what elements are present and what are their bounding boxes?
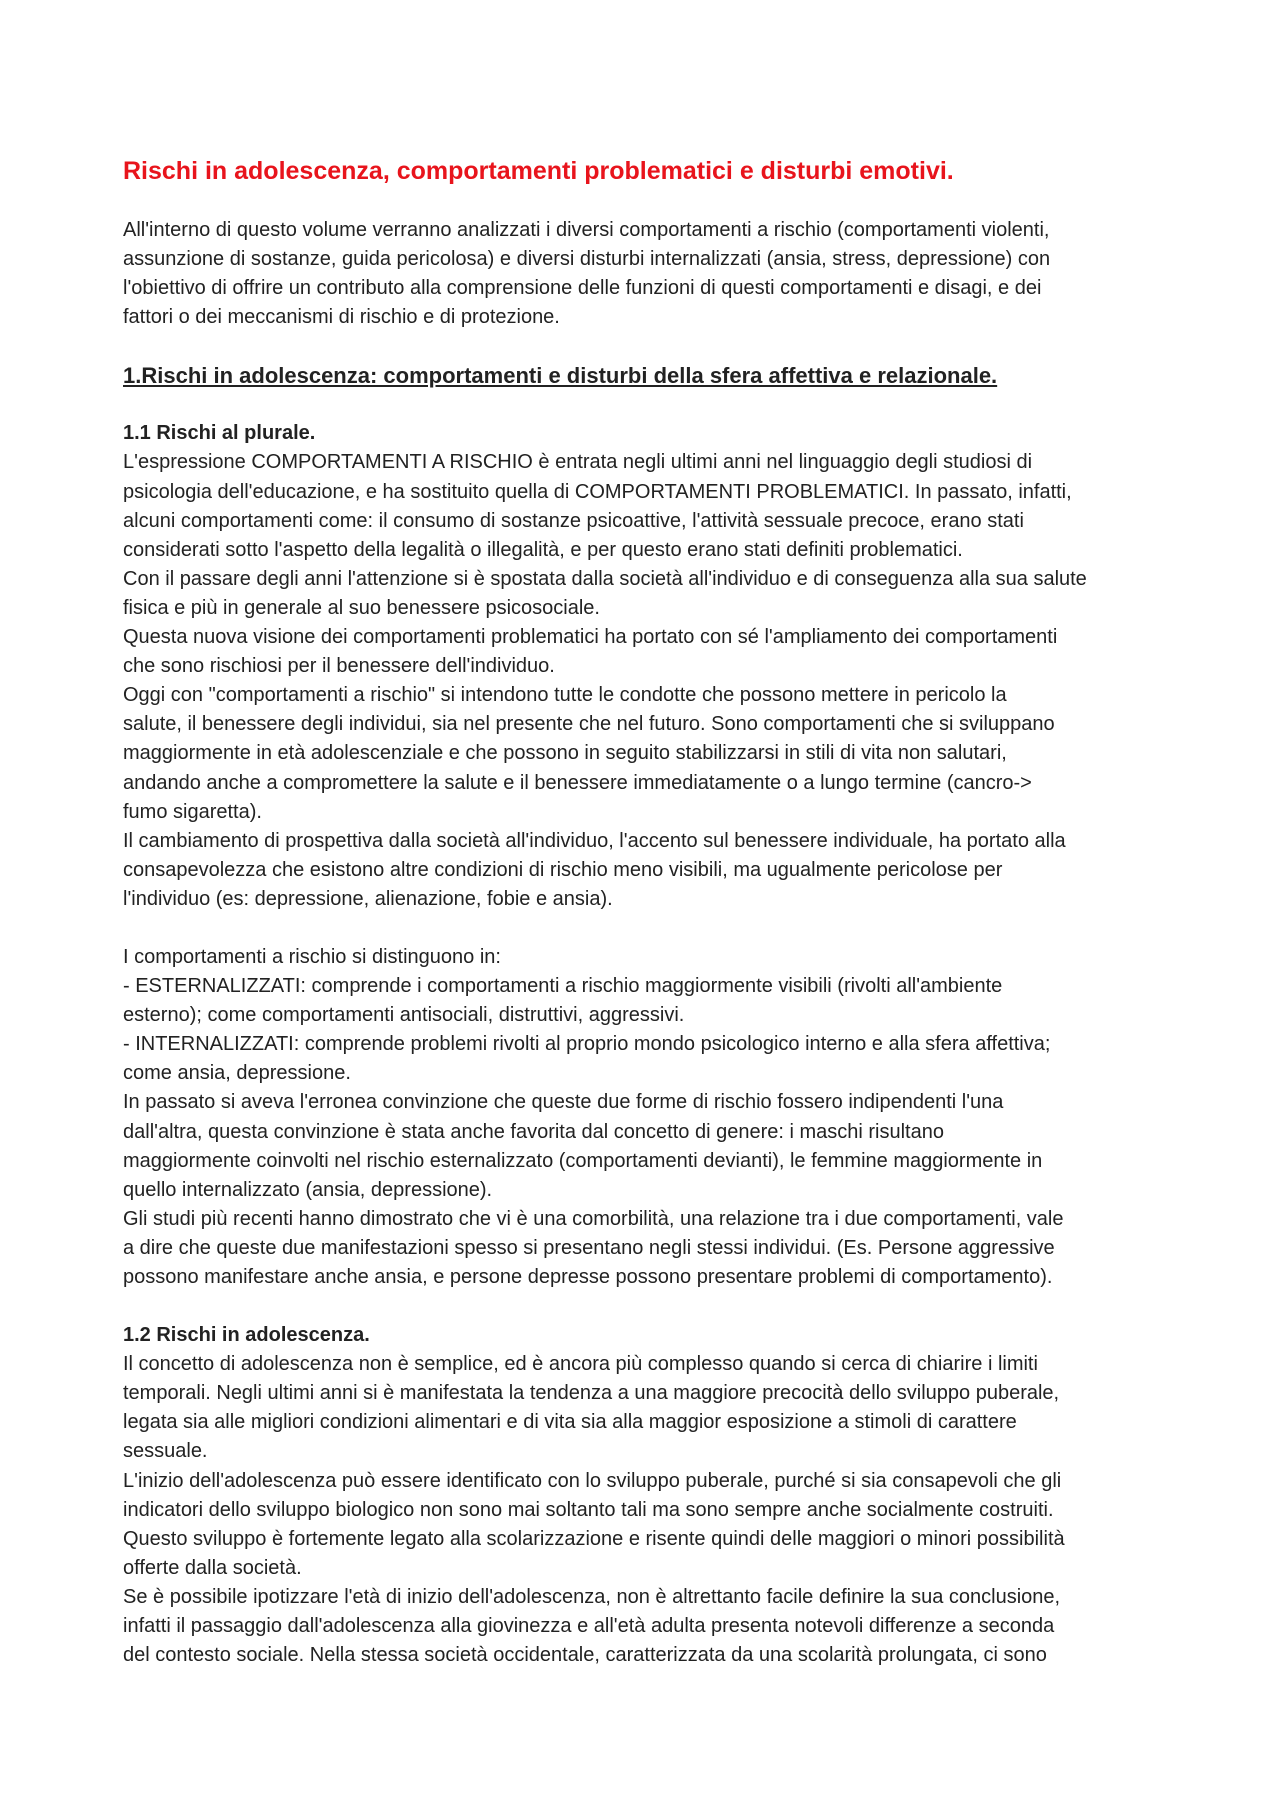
intro-paragraph: All'interno di questo volume verranno analizzati i diversi comportamenti a rischio (comportamenti violenti, assunzione di sostanze, guida pericolosa) e diversi disturbi internalizzati (ansia, stress, depressione) con l'obiettivo di offrire un contributo alla comprensione delle funzioni di questi comportamenti e disagi, e dei fattori o dei meccanismi di rischio e di protezione.	[123, 219, 1051, 329]
paragraph-spacer	[123, 914, 1166, 943]
body-paragraph: I comportamenti a rischio si distinguono in: - ESTERNALIZZATI: comprende i comportamenti a rischio maggiormente visibili (rivolti all'ambiente esterno); come comportamenti antisociali, distruttivi, aggressivi. - INTERNALIZZATI: comprende problemi rivolti al proprio mondo psicologico interno e alla sfera affettiva; come ansia, depressione. In passato si aveva l'erronea convinzione che queste due forme di rischio fossero indipendenti l'una dall'altra, questa convinzione è stata anche favorita dal concetto di genere: i maschi risultano maggiormente coinvolti nel rischio esternalizzato (comportamenti devianti), le femmine maggiormente in quello internalizzato (ansia, depressione). Gli studi più recenti hanno dimostrato che vi è una comorbilità, una relazione tra i due comportamenti, vale a dire che queste due manifestazioni spesso si presentano negli stessi individui. (Es. Persone aggressive possono manifestare anche ansia, e persone depresse possono presentare problemi di comportamento).	[123, 945, 1064, 1288]
section-heading: 1.Rischi in adolescenza: comportamenti e disturbi della sfera affettiva e relazionale.	[123, 363, 998, 389]
paragraph-spacer	[123, 332, 1166, 361]
document-title: Rischi in adolescenza, comportamenti problematici e disturbi emotivi.	[123, 157, 954, 185]
subsection-heading: 1.2 Rischi in adolescenza.	[123, 1324, 370, 1347]
paragraph-spacer	[123, 1292, 1166, 1321]
subsection-heading: 1.1 Rischi al plurale.	[123, 422, 316, 445]
body-paragraph: L'espressione COMPORTAMENTI A RISCHIO è entrata negli ultimi anni nel linguaggio degli studiosi di psicologia dell'educazione, e ha sostituito quella di COMPORTAMENTI PROBLEMATICI. In passato, infatti, alcuni comportamenti come: il consumo di sostanze psicoattive, l'attività sessuale precoce, erano stati considerati sotto l'aspetto della legalità o illegalità, e per questo erano stati definiti problematici. Con il passare degli anni l'attenzione si è spostata dalla società all'individuo e di conseguenza alla sua salute fisica e più in generale al suo benessere psicosociale. Questa nuova visione dei comportamenti problematici ha portato con sé l'ampliamento dei comportamenti che sono rischiosi per il benessere dell'individuo. Oggi con "comportamenti a rischio" si intendono tutte le condotte che possono mettere in pericolo la salute, il benessere degli individui, sia nel presente che nel futuro. Sono comportamenti che si sviluppano maggiormente in età adolescenziale e che possono in seguito stabilizzarsi in stili di vita non salutari, andando anche a compromettere la salute e il benessere immediatamente o a lungo termine (cancro-> fumo sigaretta). Il cambiamento di prospettiva dalla società all'individuo, l'accento sul benessere individuale, ha portato alla consapevolezza che esistono altre condizioni di rischio meno visibili, ma ugualmente pericolose per l'individuo (es: depressione, alienazione, fobie e ansia).	[123, 451, 1087, 910]
paragraph-spacer	[123, 390, 1166, 419]
body-paragraph: Il concetto di adolescenza non è semplice, ed è ancora più complesso quando si cerca di chiarire i limiti temporali. Negli ultimi anni si è manifestata la tendenza a una maggiore precocità dello sviluppo puberale, legata sia alle migliori condizioni alimentari e di vita sia alla maggior esposizione a stimoli di carattere sessuale. L'inizio dell'adolescenza può essere identificato con lo sviluppo puberale, purché si sia consapevoli che gli indicatori dello sviluppo biologico non sono mai soltanto tali ma sono sempre anche socialmente costruiti. Questo sviluppo è fortemente legato alla scolarizzazione e risente quindi delle maggiori o minori possibilità offerte dalla società. Se è possibile ipotizzare l'età di inizio dell'adolescenza, non è altrettanto facile definire la sua conclusione, infatti il passaggio dall'adolescenza alla giovinezza e all'età adulta presenta notevoli differenze a seconda del contesto sociale. Nella stessa società occidentale, caratterizzata da una scolarità prolungata, ci sono	[123, 1353, 1065, 1667]
